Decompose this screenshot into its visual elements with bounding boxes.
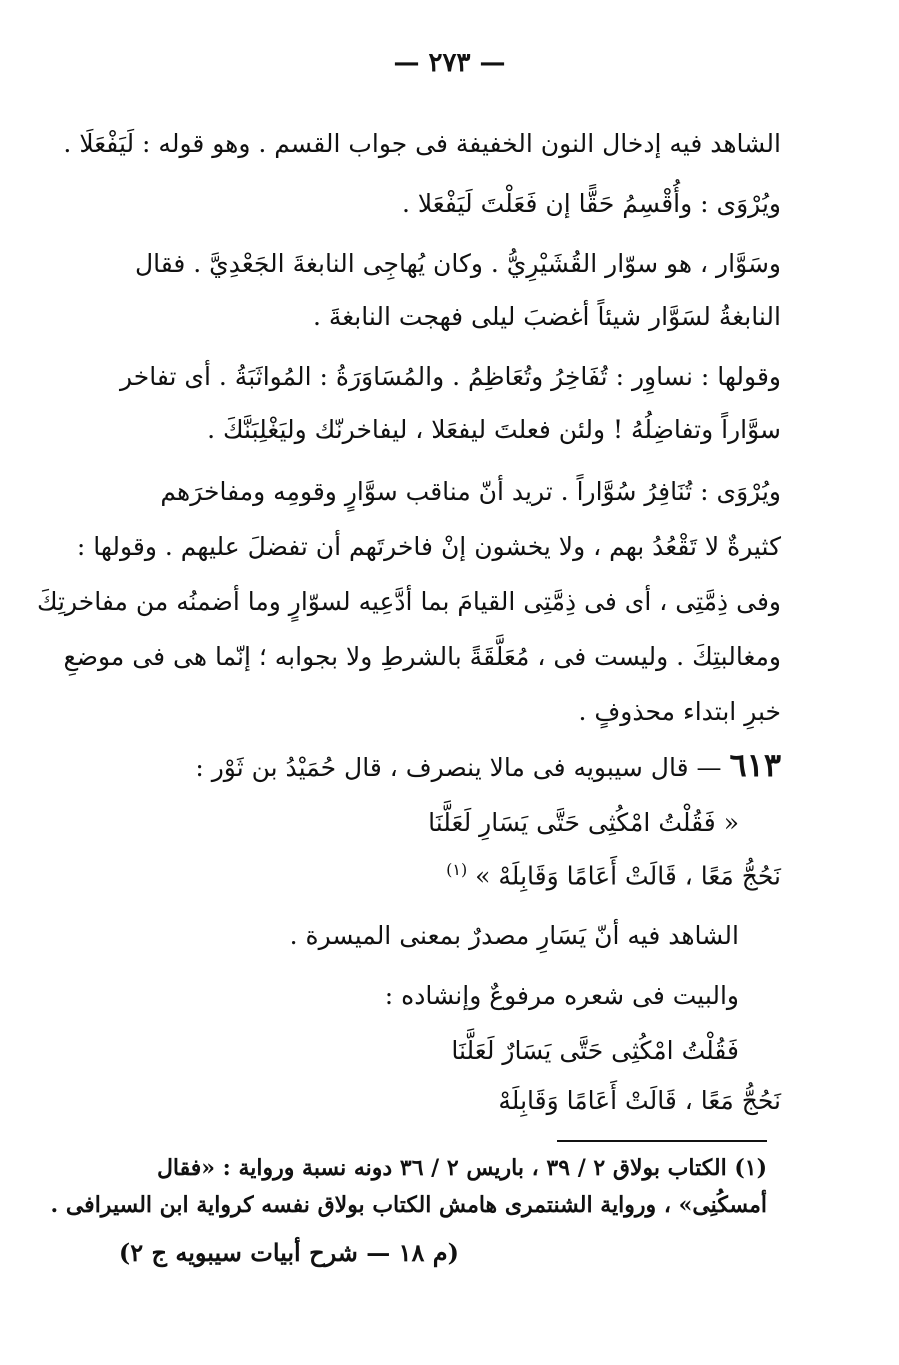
- footnote-line-2: أمسكُنِى» ، ورواية الشنتمرى هامش الكتاب بولاق نفسه كرواية ابن السيرافى .: [50, 1192, 767, 1218]
- text-line-12: الشاهد فيه أنّ يَسَارِ مصدرٌ بمعنى الميسرة .: [289, 921, 739, 950]
- text-line-10: ومغالبتِكَ . وليست فى ، مُعَلَّقَةً بالشرطِ ولا بجوابه ؛ إنّما هى فى موضعِ: [63, 642, 781, 671]
- text-line-1: الشاهد فيه إدخال النون الخفيفة فى جواب القسم . وهو قوله : لَيَفْعَلَا .: [63, 129, 781, 158]
- verse-2-second-hemistich: نَحُجُّ مَعًا ، قَالَتْ أَعَامًا وَقَابِلَهْ: [498, 1086, 781, 1115]
- footnote-marker: (١): [446, 860, 468, 879]
- text-line-9: وفى ذِمَّتِى ، أى فى ذِمَّتِى القيامَ بما أدَّعِيه لسوّارٍ وما أضمنُه من مفاخرتِكَ: [36, 587, 781, 616]
- page-number: — ٢٧٣ —: [393, 48, 506, 78]
- verse-1-first-hemistich: « فَقُلْتُ امْكُثِى حَتَّى يَسَارِ لَعَلَّنَا: [428, 808, 739, 837]
- text-line-5: وقولها : نساوِر : تُفَاخِرُ وتُعَاظِمُ . والمُسَاوَرَةُ : المُواثَبَةُ . أى تفاخر: [120, 362, 781, 391]
- text-line-13: والبيت فى شعره مرفوعٌ وإنشاده :: [384, 981, 739, 1010]
- verse-1-second-text: نَحُجُّ مَعًا ، قَالَتْ أَعَامًا وَقَابِلَهْ »: [475, 861, 781, 891]
- text-line-3: وسَوَّار ، هو سوّار القُشَيْرِيُّ . وكان يُهاجِى النابغةَ الجَعْدِيَّ . فقال: [134, 249, 781, 278]
- text-line-11: خبرِ ابتداء محذوفٍ .: [578, 697, 781, 726]
- text-line-6: سوَّاراً وتفاضِلُهُ ! ولئن فعلتَ ليفعَلا ، ليفاخرنّك وليَغْلِبَنَّكَ .: [207, 415, 781, 444]
- verse-1-second-hemistich: [446, 860, 781, 890]
- text-line-2: ويُرْوَى : وأُقْسِمُ حَقًّا إن فَعَلْتَ لَيَفْعَلا .: [401, 189, 781, 218]
- footnote-line-1: (١) الكتاب بولاق ٢ / ٣٩ ، باريس ٢ / ٣٦ دونه نسبة ورواية : «فقال: [156, 1155, 767, 1181]
- entry-heading: [110, 748, 781, 783]
- footnote-rule: [557, 1140, 767, 1142]
- text-line-4: النابغةُ لسَوَّار شيئاً أغضبَ ليلى فهجت النابغةَ .: [312, 302, 781, 331]
- entry-number: ٦١٣: [729, 746, 781, 784]
- entry-text: — قال سيبويه فى مالا ينصرف ، قال حُمَيْدُ بن ثَوْر :: [195, 753, 722, 782]
- text-line-7: ويُرْوَى : تُنَافِرُ سُوَّاراً . تريد أنّ مناقب سوَّارٍ وقومِه ومفاخرَهم: [160, 477, 781, 506]
- verse-2-first-hemistich: فَقُلْتُ امْكُثِى حَتَّى يَسَارٌ لَعَلَّنَا: [451, 1036, 739, 1065]
- printer-signature: (م ١٨ — شرح أبيات سيبويه ج ٢): [118, 1238, 459, 1267]
- text-line-8: كثيرةٌ لا تَقْعُدُ بهم ، ولا يخشون إنْ فاخرتَهم أن تفضلَ عليهم . وقولها :: [76, 532, 781, 561]
